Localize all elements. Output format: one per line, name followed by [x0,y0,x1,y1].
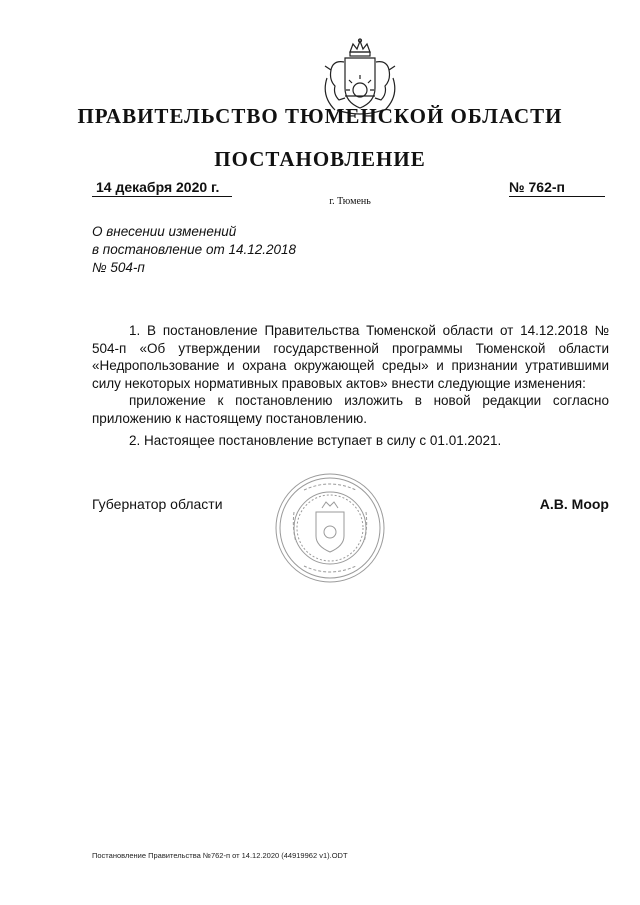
signer-title: Губернатор области [92,496,223,512]
footer-filename: Постановление Правительства №762-п от 14.12.2020 (44919962 v1).ODT [92,851,348,860]
signer-name: А.В. Моор [539,496,609,512]
body-paragraph-3: 2. Настоящее постановление вступает в силу с 01.01.2021. [129,433,502,448]
document-type: ПОСТАНОВЛЕНИЕ [214,147,426,171]
document-date: 14 декабря 2020 г. [92,179,232,197]
city: г. Тюмень [329,196,371,207]
government-title: ПРАВИТЕЛЬСТВО ТЮМЕНСКОЙ ОБЛАСТИ [77,104,563,128]
official-seal-icon [274,472,386,584]
document-subject [92,223,296,277]
subject-line: О внесении изменений [92,224,237,239]
subject-line: № 504-п [92,260,145,275]
body-paragraph-2: приложение к постановлению изложить в новой редакции согласно приложению к настоящему постановлению. [92,393,609,426]
document-number: № 762-п [509,179,605,197]
subject-line: в постановление от 14.12.2018 [92,242,297,257]
body-paragraph-1: 1. В постановление Правительства Тюменской области от 14.12.2018 № 504-п «Об утверждении государственной программы Тюменской области «Недропользование и охрана окружающей среды» и признании утратившими силу некоторых нормативных правовых актов» внести следующие изменения: [92,323,609,391]
